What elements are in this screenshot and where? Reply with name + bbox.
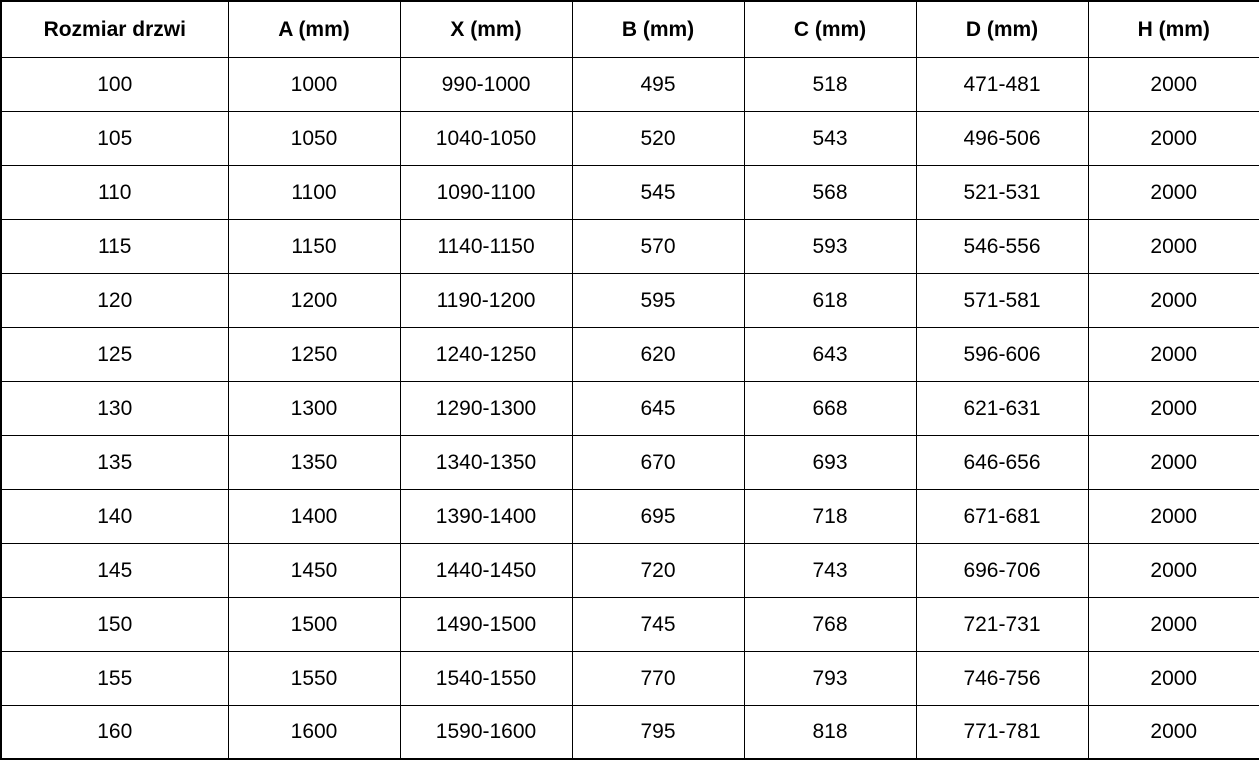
cell-size: 130 [1,381,228,435]
cell-b: 520 [572,111,744,165]
cell-d: 746-756 [916,651,1088,705]
cell-b: 620 [572,327,744,381]
cell-c: 643 [744,327,916,381]
table-row [1,273,1259,327]
cell-d: 696-706 [916,543,1088,597]
cell-c: 793 [744,651,916,705]
cell-a: 1250 [228,327,400,381]
col-header-h-mm: H (mm) [1088,1,1259,57]
cell-size: 115 [1,219,228,273]
cell-b: 495 [572,57,744,111]
cell-size: 100 [1,57,228,111]
cell-h: 2000 [1088,597,1259,651]
cell-h: 2000 [1088,435,1259,489]
cell-c: 668 [744,381,916,435]
cell-size: 135 [1,435,228,489]
table-row [1,381,1259,435]
cell-x: 1440-1450 [400,543,572,597]
cell-x: 1290-1300 [400,381,572,435]
cell-x: 1240-1250 [400,327,572,381]
cell-size: 125 [1,327,228,381]
col-header-c-mm: C (mm) [744,1,916,57]
cell-d: 621-631 [916,381,1088,435]
table-row [1,651,1259,705]
cell-c: 518 [744,57,916,111]
cell-h: 2000 [1088,543,1259,597]
cell-a: 1050 [228,111,400,165]
cell-c: 718 [744,489,916,543]
table-row [1,57,1259,111]
cell-c: 743 [744,543,916,597]
cell-d: 496-506 [916,111,1088,165]
cell-b: 695 [572,489,744,543]
table-row [1,435,1259,489]
cell-x: 990-1000 [400,57,572,111]
cell-a: 1000 [228,57,400,111]
table-row [1,489,1259,543]
cell-size: 150 [1,597,228,651]
cell-d: 721-731 [916,597,1088,651]
cell-c: 818 [744,705,916,759]
cell-c: 768 [744,597,916,651]
table-row [1,111,1259,165]
cell-a: 1600 [228,705,400,759]
cell-x: 1590-1600 [400,705,572,759]
cell-b: 770 [572,651,744,705]
cell-a: 1150 [228,219,400,273]
cell-c: 568 [744,165,916,219]
header-row [1,1,1259,57]
cell-size: 145 [1,543,228,597]
cell-b: 645 [572,381,744,435]
cell-a: 1500 [228,597,400,651]
cell-b: 570 [572,219,744,273]
cell-d: 571-581 [916,273,1088,327]
cell-x: 1340-1350 [400,435,572,489]
cell-b: 795 [572,705,744,759]
cell-c: 543 [744,111,916,165]
cell-b: 670 [572,435,744,489]
cell-size: 120 [1,273,228,327]
cell-h: 2000 [1088,327,1259,381]
cell-a: 1100 [228,165,400,219]
cell-d: 646-656 [916,435,1088,489]
cell-h: 2000 [1088,273,1259,327]
cell-h: 2000 [1088,165,1259,219]
table-row [1,543,1259,597]
cell-c: 618 [744,273,916,327]
cell-h: 2000 [1088,705,1259,759]
cell-a: 1400 [228,489,400,543]
cell-d: 671-681 [916,489,1088,543]
cell-b: 545 [572,165,744,219]
cell-a: 1450 [228,543,400,597]
cell-h: 2000 [1088,489,1259,543]
table-row [1,165,1259,219]
cell-a: 1350 [228,435,400,489]
table-row [1,219,1259,273]
table-row [1,327,1259,381]
cell-a: 1550 [228,651,400,705]
cell-x: 1390-1400 [400,489,572,543]
cell-a: 1200 [228,273,400,327]
cell-size: 110 [1,165,228,219]
cell-d: 471-481 [916,57,1088,111]
cell-h: 2000 [1088,57,1259,111]
cell-size: 140 [1,489,228,543]
cell-d: 521-531 [916,165,1088,219]
cell-c: 593 [744,219,916,273]
col-header-a-mm: A (mm) [228,1,400,57]
cell-b: 745 [572,597,744,651]
cell-b: 720 [572,543,744,597]
cell-x: 1140-1150 [400,219,572,273]
cell-h: 2000 [1088,651,1259,705]
col-header-rozmiar-drzwi: Rozmiar drzwi [1,1,228,57]
cell-c: 693 [744,435,916,489]
cell-x: 1040-1050 [400,111,572,165]
cell-d: 596-606 [916,327,1088,381]
col-header-x-mm: X (mm) [400,1,572,57]
col-header-d-mm: D (mm) [916,1,1088,57]
cell-x: 1490-1500 [400,597,572,651]
cell-x: 1090-1100 [400,165,572,219]
cell-h: 2000 [1088,381,1259,435]
cell-d: 546-556 [916,219,1088,273]
cell-b: 595 [572,273,744,327]
cell-size: 160 [1,705,228,759]
table-row [1,597,1259,651]
cell-h: 2000 [1088,219,1259,273]
cell-x: 1190-1200 [400,273,572,327]
cell-d: 771-781 [916,705,1088,759]
cell-size: 105 [1,111,228,165]
cell-h: 2000 [1088,111,1259,165]
cell-a: 1300 [228,381,400,435]
table-row [1,705,1259,759]
col-header-b-mm: B (mm) [572,1,744,57]
cell-size: 155 [1,651,228,705]
cell-x: 1540-1550 [400,651,572,705]
